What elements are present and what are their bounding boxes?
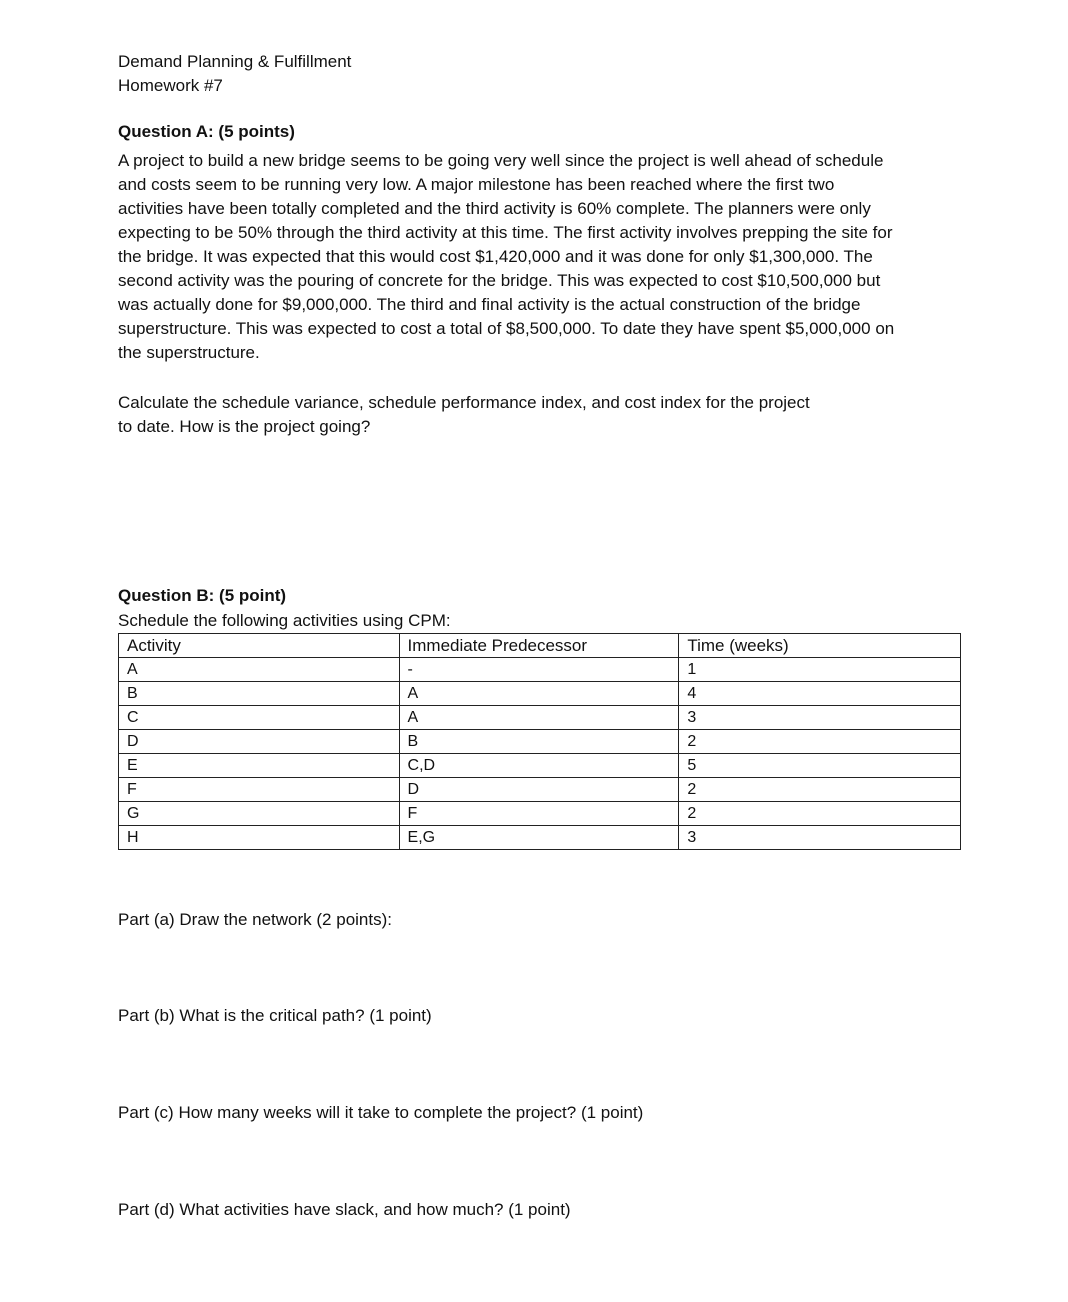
time-cell: 2 (679, 778, 961, 802)
course-title: Demand Planning & Fulfillment (118, 52, 352, 71)
time-cell: 3 (679, 826, 961, 850)
predecessor-cell: F (399, 802, 679, 826)
table-row (119, 706, 961, 730)
question-a-line: activities have been totally completed and the third activity is 60% complete. The planners were only (118, 199, 871, 218)
time-cell: 1 (679, 658, 961, 682)
question-b-title: Question B: (5 point) (118, 586, 287, 605)
activity-cell: D (119, 730, 400, 754)
activity-cell: A (119, 658, 400, 682)
activity-cell: B (119, 682, 400, 706)
question-b-part-a: Part (a) Draw the network (2 points): (118, 910, 392, 929)
table-header-row (119, 634, 961, 658)
table-row (119, 778, 961, 802)
time-cell: 3 (679, 706, 961, 730)
header-activity: Activity (119, 634, 400, 658)
question-a-line: and costs seem to be running very low. A major milestone has been reached where the first two (118, 175, 835, 194)
predecessor-cell: A (399, 706, 679, 730)
predecessor-cell: E,G (399, 826, 679, 850)
activity-cell: F (119, 778, 400, 802)
question-a-task-line: to date. How is the project going? (118, 417, 371, 436)
question-a-line: superstructure. This was expected to cost a total of $8,500,000. To date they have spent $5,000,000 on (118, 319, 895, 338)
predecessor-cell: A (399, 682, 679, 706)
question-a-line: second activity was the pouring of concrete for the bridge. This was expected to cost $10,500,000 but (118, 271, 881, 290)
question-b-part-d: Part (d) What activities have slack, and how much? (1 point) (118, 1200, 571, 1219)
predecessor-cell: D (399, 778, 679, 802)
question-a-line: expecting to be 50% through the third activity at this time. The first activity involves prepping the site for (118, 223, 893, 242)
table-row (119, 826, 961, 850)
question-b-part-c: Part (c) How many weeks will it take to complete the project? (1 point) (118, 1103, 644, 1122)
question-a-line: was actually done for $9,000,000. The third and final activity is the actual construction of the bridge (118, 295, 861, 314)
question-b-intro: Schedule the following activities using CPM: (118, 611, 451, 630)
header-time-weeks: Time (weeks) (679, 634, 961, 658)
question-a-title: Question A: (5 points) (118, 122, 295, 141)
predecessor-cell: C,D (399, 754, 679, 778)
table-row (119, 802, 961, 826)
question-a-line: the superstructure. (118, 343, 260, 362)
document-header (118, 50, 351, 98)
predecessor-cell: - (399, 658, 679, 682)
time-cell: 2 (679, 802, 961, 826)
question-a-line: A project to build a new bridge seems to be going very well since the project is well ahead of schedule (118, 151, 884, 170)
table-row (119, 730, 961, 754)
predecessor-cell: B (399, 730, 679, 754)
table-row (119, 682, 961, 706)
question-a-task (118, 391, 810, 439)
table-row (119, 754, 961, 778)
activity-cell: G (119, 802, 400, 826)
activity-cell: H (119, 826, 400, 850)
question-a-task-line: Calculate the schedule variance, schedule performance index, and cost index for the project (118, 393, 810, 412)
time-cell: 5 (679, 754, 961, 778)
time-cell: 2 (679, 730, 961, 754)
activity-cell: C (119, 706, 400, 730)
question-b-part-b: Part (b) What is the critical path? (1 point) (118, 1006, 432, 1025)
assignment-title: Homework #7 (118, 76, 223, 95)
activity-cell: E (119, 754, 400, 778)
time-cell: 4 (679, 682, 961, 706)
question-a-line: the bridge. It was expected that this would cost $1,420,000 and it was done for only $1,300,000. The (118, 247, 873, 266)
question-a-body (118, 149, 968, 365)
table-row (119, 658, 961, 682)
cpm-activity-table (118, 633, 961, 850)
header-immediate-predecessor: Immediate Predecessor (399, 634, 679, 658)
